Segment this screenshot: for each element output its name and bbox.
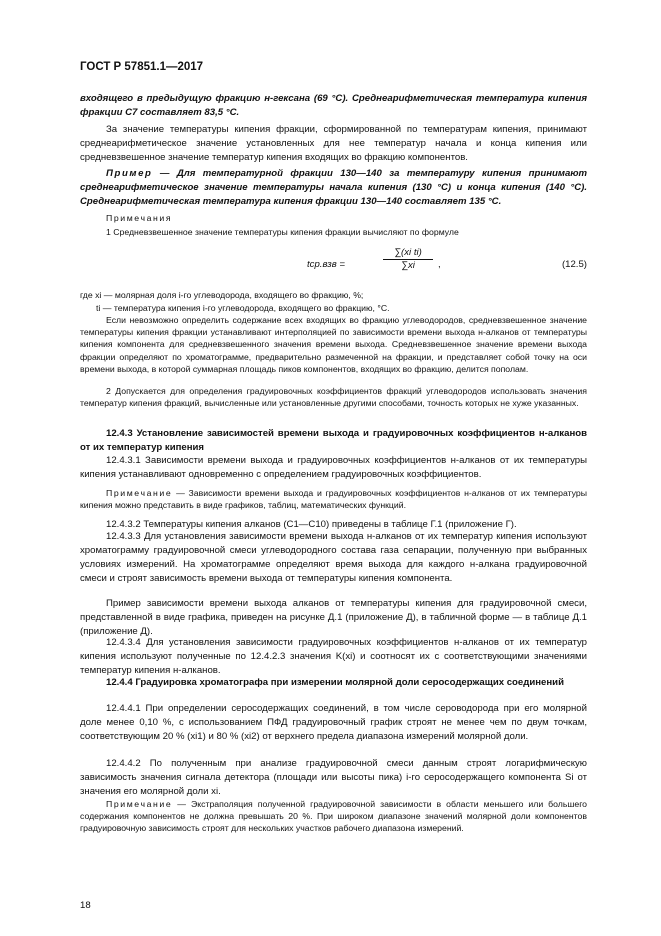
formula-tail: , <box>438 259 441 270</box>
paragraph-12-4-4-1: 12.4.4.1 При определении серосодержащих соединений, в том числе сероводорода при его молярной доле менее 0,10 %, с использованием ПФД градуировочный график строят не менее чем по двум точкам, соответствующим 20 % (xi1) и 80 % (xi2) от верхнего предела диапазона измерений молярной доли. <box>80 703 587 742</box>
note-12-4-4 <box>80 798 587 835</box>
paragraph-12-4-3-4: 12.4.3.4 Для установления зависимости градуировочных коэффициентов н-алканов от их температур кипения используют полученные по 12.4.2.3 значения K(xi) и соотносят их с соответствующими значениями температур кипения н-алканов. <box>80 637 587 676</box>
note-label: Примечание <box>106 799 173 809</box>
paragraph-12-4-4-2: 12.4.4.2 По полученным при анализе градуировочной смеси данным строят логарифмическую зависимость значения сигнала детектора (площади или высоты пика) i-го серосодержащего компонента Si от значения его молярной доли xi. <box>80 758 587 797</box>
paragraph-12-4-3-3: 12.4.3.3 Для установления зависимости времени выхода н-алканов от их температур кипения используют хроматограмму градуировочной смеси углеводородного состава газа сепарации, полученную при выбранных условиях измерений. На хроматограмме определяют время выхода для каждого н-алкана градуировочной смеси и строят зависимость времени выхода от температуры кипения компонента. <box>80 531 587 584</box>
section-12-4-4-title: 12.4.4 Градуировка хроматографа при измерении молярной доли серосодержащих соединений <box>106 677 564 688</box>
where-line-1: где xi — молярная доля i-го углеводорода, входящего во фракцию, %; <box>80 290 364 300</box>
note-text: — Экстраполяция полученной градуировочной зависимости в области меньшего или большего содержания компонентов не должна превышать 20 %. При широком диапазоне значений молярной доли компонентов градуировочную зависимость строят для нескольких участков рабочего диапазона измерений. <box>80 799 587 834</box>
standard-header: ГОСТ Р 57851.1—2017 <box>80 61 204 73</box>
paragraph-12-4-3-2: 12.4.3.2 Температуры кипения алканов (C1—C10) приведены в таблице Г.1 (приложение Г). <box>106 519 517 530</box>
formula-lhs: tср.взв = <box>307 259 345 270</box>
formula-12-5 <box>80 246 587 286</box>
paragraph-example-figure: Пример зависимости времени выхода алканов от температуры кипения для градуировочной смеси, представленной в виде графика, приведен на рисунке Д.1 (приложение Д), в табличной форме — в таблице Д.1 (приложение Д). <box>80 598 587 637</box>
note-1-continuation: Если невозможно определить содержание всех входящих во фракцию углеводородов, средневзвешенное значение температуры кипения фракции устанавливают интерполяцией по зависимости времени выхода н-алканов от температуры кипения компонента для средневзвешенного значения времени выхода. Средневзвешенное значение времени выхода фракции определяют по хроматограмме, предварительно размеченной на фракции, и представляет собой точку на оси времени выхода, в которой суммарная площадь пиков компонентов, входящих во фракцию, делится пополам. <box>80 315 587 374</box>
page-number: 18 <box>80 900 91 911</box>
note-1: 1 Средневзвешенное значение температуры кипения фракции вычисляют по формуле <box>106 227 459 237</box>
example-label: Пример <box>106 168 153 179</box>
formula-number: (12.5) <box>561 259 587 270</box>
example-text: — Для температурной фракции 130—140 за температуру кипения принимают среднеарифметическое значение температуры начала кипения (130 °С) и конца кипения (140 °С). Среднеарифметическая температура кипения фракции 130—140 составляет 135 °С. <box>80 168 587 207</box>
where-line-2: ti — температура кипения i-го углеводорода, входящего во фракцию, °С. <box>96 303 390 313</box>
formula-numerator: ∑(xi ti) <box>383 247 433 260</box>
note-12-4-3 <box>80 487 587 511</box>
paragraph-continuation: входящего в предыдущую фракцию н-гексана (69 °С). Среднеарифметическая температура кипения фракции С7 составляет 83,5 °С. <box>80 93 587 118</box>
example-paragraph <box>80 167 587 209</box>
note-text: — Зависимости времени выхода и градуировочных коэффициентов н-алканов от их температуры кипения можно представить в виде графиков, таблиц, математических функций. <box>80 488 587 511</box>
paragraph-12-4-3-1: 12.4.3.1 Зависимости времени выхода и градуировочных коэффициентов н-алканов от их температуры кипения устанавливают одновременно с определением градуировочных коэффициентов. <box>80 455 587 480</box>
formula-fraction <box>383 247 433 271</box>
formula-denominator: ∑xi <box>401 260 415 271</box>
paragraph-boiling-temp: За значение температуры кипения фракции, сформированной по температурам кипения, принимают среднеарифметическое значение установленных для нее температур начала и конца кипения или средневзвешенное значение температур кипения входящих во фракцию компонентов. <box>80 124 587 163</box>
note-2: 2 Допускается для определения градуировочных коэффициентов фракций углеводородов использовать значения температур кипения фракций, вычисленные или установленные другими способами, точность которых не хуже указанных. <box>80 386 587 409</box>
section-12-4-3-title: 12.4.3 Установление зависимостей времени выхода и градуировочных коэффициентов н-алканов от их температур кипения <box>80 428 587 453</box>
notes-title: Примечания <box>106 213 173 223</box>
note-label: Примечание <box>106 488 173 498</box>
